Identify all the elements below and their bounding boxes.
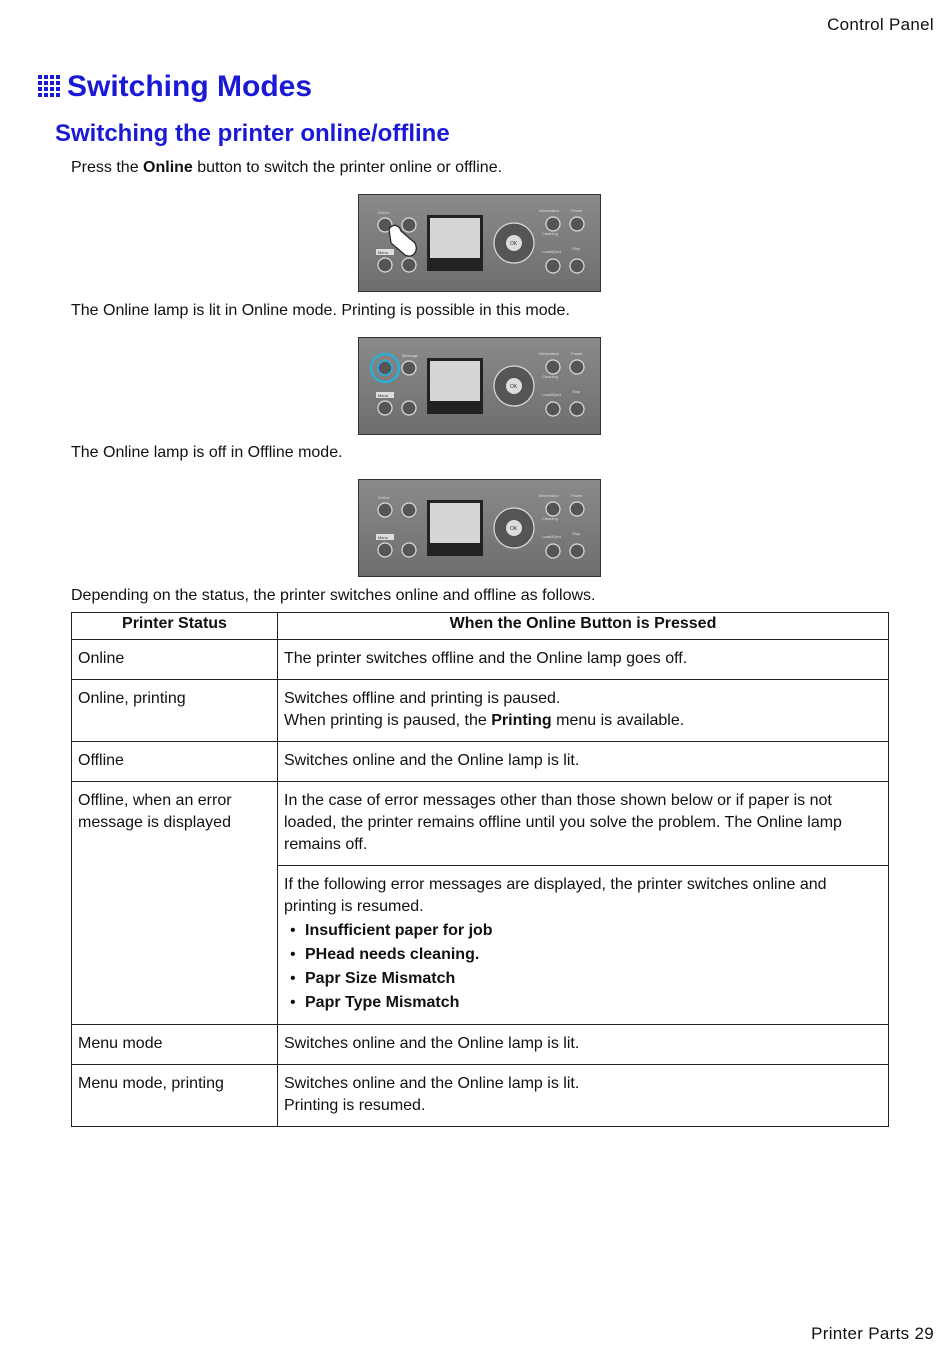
column-header: Printer Status xyxy=(72,613,278,640)
svg-text:Online: Online xyxy=(378,495,390,500)
svg-text:Stop: Stop xyxy=(572,246,581,251)
lit-caption: The Online lamp is lit in Online mode. Printing is possible in this mode. xyxy=(71,302,570,319)
action-cell: If the following error messages are displayed, the printer switches online and printing is resumed. • Insufficient paper for job • PHead needs cleaning. • Papr Size Mismatch • Papr Type Mismatch xyxy=(278,866,889,1025)
subheading: Switching the printer online/offline xyxy=(55,120,450,147)
list-item: • Insufficient paper for job xyxy=(290,922,493,939)
svg-text:Cleaning: Cleaning xyxy=(542,374,558,379)
status-cell: Menu mode xyxy=(72,1025,278,1065)
status-cell: Online xyxy=(72,640,278,680)
svg-text:Cleaning: Cleaning xyxy=(542,516,558,521)
svg-text:Load/Eject: Load/Eject xyxy=(542,249,561,254)
svg-text:Cleaning: Cleaning xyxy=(542,231,558,236)
svg-text:Message: Message xyxy=(402,353,419,358)
svg-text:Menu: Menu xyxy=(378,250,389,255)
list-item: • PHead needs cleaning. xyxy=(290,946,480,963)
svg-text:Power: Power xyxy=(571,493,583,498)
svg-text:Power: Power xyxy=(571,351,583,356)
status-table xyxy=(71,612,889,1127)
svg-text:OK: OK xyxy=(510,384,518,390)
svg-text:Power: Power xyxy=(571,208,583,213)
action-cell: Switches online and the Online lamp is lit. xyxy=(278,742,889,782)
status-cell: Offline xyxy=(72,742,278,782)
column-header: When the Online Button is Pressed xyxy=(278,613,889,640)
svg-text:OK: OK xyxy=(510,526,518,532)
table-row xyxy=(72,1025,889,1065)
running-head: Control Panel xyxy=(827,15,934,34)
svg-text:Information: Information xyxy=(539,351,560,356)
table-header-row xyxy=(72,613,889,640)
svg-text:Menu: Menu xyxy=(378,535,389,540)
status-cell: Online, printing xyxy=(72,680,278,742)
svg-text:Information: Information xyxy=(539,208,560,213)
table-row xyxy=(72,782,889,866)
off-caption: The Online lamp is off in Offline mode. xyxy=(71,444,343,461)
table-intro: Depending on the status, the printer switches online and offline as follows. xyxy=(71,587,596,604)
control-panel-image-lit xyxy=(358,337,601,435)
page-footer: Printer Parts 29 xyxy=(811,1324,934,1343)
svg-text:Load/Eject: Load/Eject xyxy=(542,534,561,539)
error-message-list xyxy=(284,919,882,1015)
svg-text:Menu: Menu xyxy=(378,393,389,398)
svg-text:OK: OK xyxy=(510,241,518,247)
list-item: • Papr Type Mismatch xyxy=(290,994,460,1011)
table-row xyxy=(72,640,889,680)
svg-text:Load/Eject: Load/Eject xyxy=(542,392,561,397)
table-row xyxy=(72,680,889,742)
grid-icon xyxy=(38,75,62,99)
list-item: • Papr Size Mismatch xyxy=(290,970,456,987)
table-row xyxy=(72,742,889,782)
svg-text:Online: Online xyxy=(378,210,390,215)
svg-text:Stop: Stop xyxy=(572,531,581,536)
action-cell: Switches offline and printing is paused. When printing is paused, the Printing menu is available. xyxy=(278,680,889,742)
action-cell: In the case of error messages other than those shown below or if paper is not loaded, the printer remains offline until you solve the problem. The Online lamp remains off. xyxy=(278,782,889,866)
control-panel-image-off xyxy=(358,479,601,577)
status-cell: Menu mode, printing xyxy=(72,1065,278,1127)
status-cell: Offline, when an error message is displayed xyxy=(72,782,278,1025)
printing-menu-term: Printing xyxy=(491,712,552,729)
svg-text:Information: Information xyxy=(539,493,560,498)
page-title: Switching Modes xyxy=(67,70,313,103)
action-cell: Switches online and the Online lamp is lit. Printing is resumed. xyxy=(278,1065,889,1127)
control-panel-image-press xyxy=(358,194,601,292)
svg-text:Stop: Stop xyxy=(572,389,581,394)
action-cell: The printer switches offline and the Online lamp goes off. xyxy=(278,640,889,680)
action-cell: Switches online and the Online lamp is lit. xyxy=(278,1025,889,1065)
table-row xyxy=(72,1065,889,1127)
section-heading xyxy=(38,70,312,104)
online-button-term: Online xyxy=(143,159,193,176)
intro-paragraph: Press the Online button to switch the printer online or offline. xyxy=(71,159,503,176)
